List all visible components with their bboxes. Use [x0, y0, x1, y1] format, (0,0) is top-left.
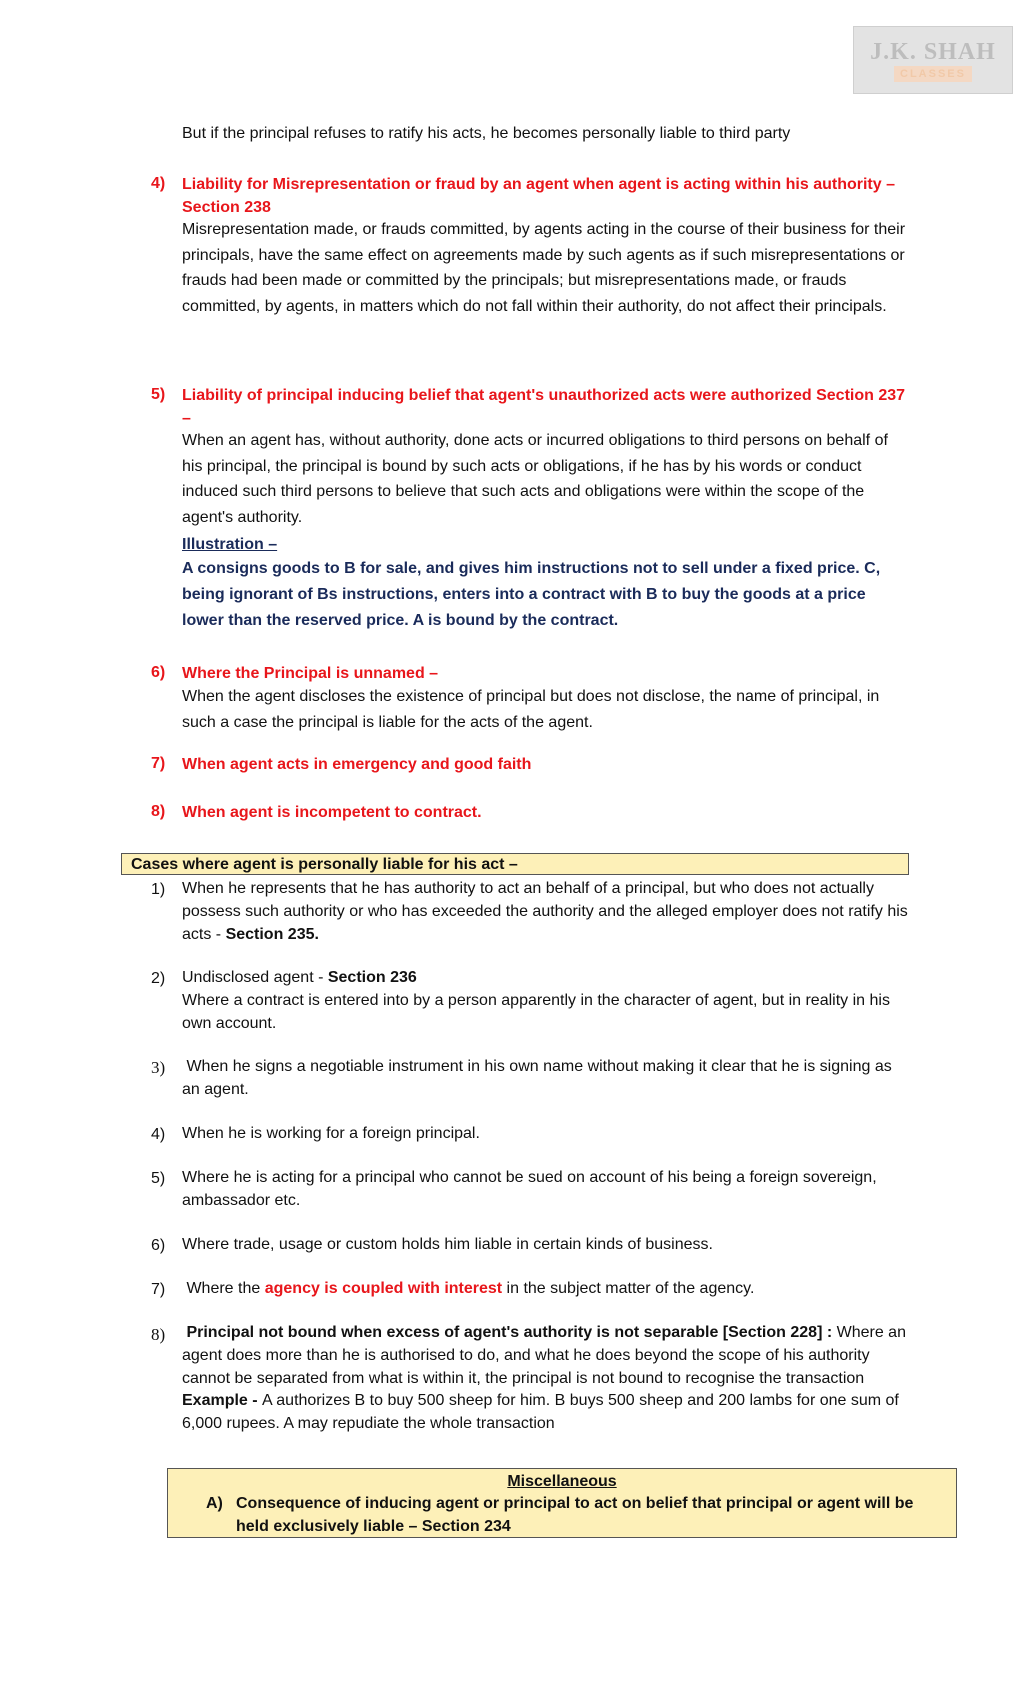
section-5-body: When an agent has, without authority, done acts or incurred obligations to third persons on behalf of his principal, the principal is bound by such acts or obligations, if he has by his words or conduct induced such third persons to believe that such acts and obligations were within the scope of the agent's authority. [182, 432, 888, 526]
case-1-section: Section 235. [225, 926, 319, 943]
case-2-text [182, 966, 912, 1035]
case-8-text [182, 1322, 912, 1436]
case-3-text: When he signs a negotiable instrument in his own name without making it clear that he is signing as an agent. [182, 1058, 897, 1098]
section-4-heading: Liability for Misrepresentation or fraud by an agent when agent is acting within his authority – Section 238 [182, 176, 895, 216]
section-6-body: When the agent discloses the existence of principal but does not disclose, the name of principal, in such a case the principal is liable for the acts of the agent. [182, 688, 880, 731]
logo-subtext: CLASSES [894, 66, 972, 82]
case-8-heading: Principal not bound when excess of agent's authority is not separable [Section 228] : [182, 1324, 837, 1341]
case-6-text: Where trade, usage or custom holds him liable in certain kinds of business. [182, 1236, 713, 1253]
case-1-text [182, 877, 912, 946]
case-7-post: in the subject matter of the agency. [502, 1280, 755, 1297]
case-7-pre: Where the [182, 1280, 265, 1297]
intro-paragraph: But if the principal refuses to ratify his acts, he becomes personally liable to third party [182, 125, 791, 142]
case-8-body: Where an agent does more than he is authorised to do, and what he does beyond the scope of his authority cannot be separated from what is within it, the principal is not bound to recognise the transaction [182, 1324, 911, 1387]
illustration-title: Illustration – [182, 536, 278, 553]
case-2-extra: Where a contract is entered into by a person apparently in the character of agent, but in reality in his own account. [182, 992, 890, 1032]
illustration-text: A consigns goods to B for sale, and gives him instructions not to sell under a fixed price. C, being ignorant of Bs instructions, enters into a contract with B to buy the goods at a price lower than the reserved price. A is bound by the contract. [182, 560, 881, 629]
case-2-section: Section 236 [327, 969, 417, 986]
case-6-number: 6) [151, 1237, 166, 1254]
section-7-number: 7) [151, 755, 166, 772]
section-4-number: 4) [151, 175, 166, 192]
logo-text: J.K. SHAH [870, 39, 996, 65]
case-3-number: 3) [151, 1058, 166, 1077]
cases-heading-box: Cases where agent is personally liable for his act – [121, 853, 909, 875]
case-8-example-text: A authorizes B to buy 500 sheep for him. B buys 500 sheep and 200 lambs for one sum of 6,000 rupees. A may repudiate the whole transaction [182, 1392, 904, 1433]
case-5-number: 5) [151, 1170, 166, 1187]
case-1-number: 1) [151, 881, 166, 898]
case-7-text [182, 1277, 912, 1300]
section-5-heading: Liability of principal inducing belief that agent's unauthorized acts were authorized Section 237 – [182, 387, 906, 427]
case-7-number: 7) [151, 1281, 166, 1298]
case-8-example-label: Example - [182, 1392, 263, 1410]
miscellaneous-box [167, 1468, 957, 1538]
case-1-body: When he represents that he has authority to act an behalf of a principal, but who does not actually possess such authority or who has exceeded the authority and the alleged employer does not ratify his acts - [182, 880, 908, 943]
misc-item-text: Consequence of inducing agent or principal to act on belief that principal or agent will be held exclusively liable – Section 234 [236, 1495, 914, 1535]
case-4-number: 4) [151, 1126, 166, 1143]
section-5-number: 5) [151, 386, 166, 403]
section-4-body: Misrepresentation made, or frauds committed, by agents acting in the course of their business for their principals, have the same effect on agreements made by such agents as if such misrepresentations or frauds had been made or committed by the principals; but misrepresentations made, or frauds committed, by agents, in matters which do not fall within their authority, do not affect their principals. [182, 221, 906, 315]
miscellaneous-title: Miscellaneous [507, 1473, 617, 1490]
section-7-heading: When agent acts in emergency and good faith [182, 756, 532, 773]
case-4-text: When he is working for a foreign principal. [182, 1125, 480, 1142]
section-8-heading: When agent is incompetent to contract. [182, 804, 482, 821]
section-6-number: 6) [151, 664, 166, 681]
brand-logo [853, 26, 1013, 94]
misc-item-letter: A) [206, 1495, 223, 1512]
section-6-heading: Where the Principal is unnamed – [182, 665, 439, 682]
case-2-number: 2) [151, 970, 166, 987]
case-5-text: Where he is acting for a principal who cannot be sued on account of his being a foreign sovereign, ambassador etc. [182, 1169, 877, 1209]
case-2-body: Undisclosed agent - [182, 969, 328, 986]
case-7-highlight: agency is coupled with interest [264, 1280, 503, 1297]
section-8-number: 8) [151, 803, 166, 820]
case-8-number: 8) [151, 1325, 166, 1344]
